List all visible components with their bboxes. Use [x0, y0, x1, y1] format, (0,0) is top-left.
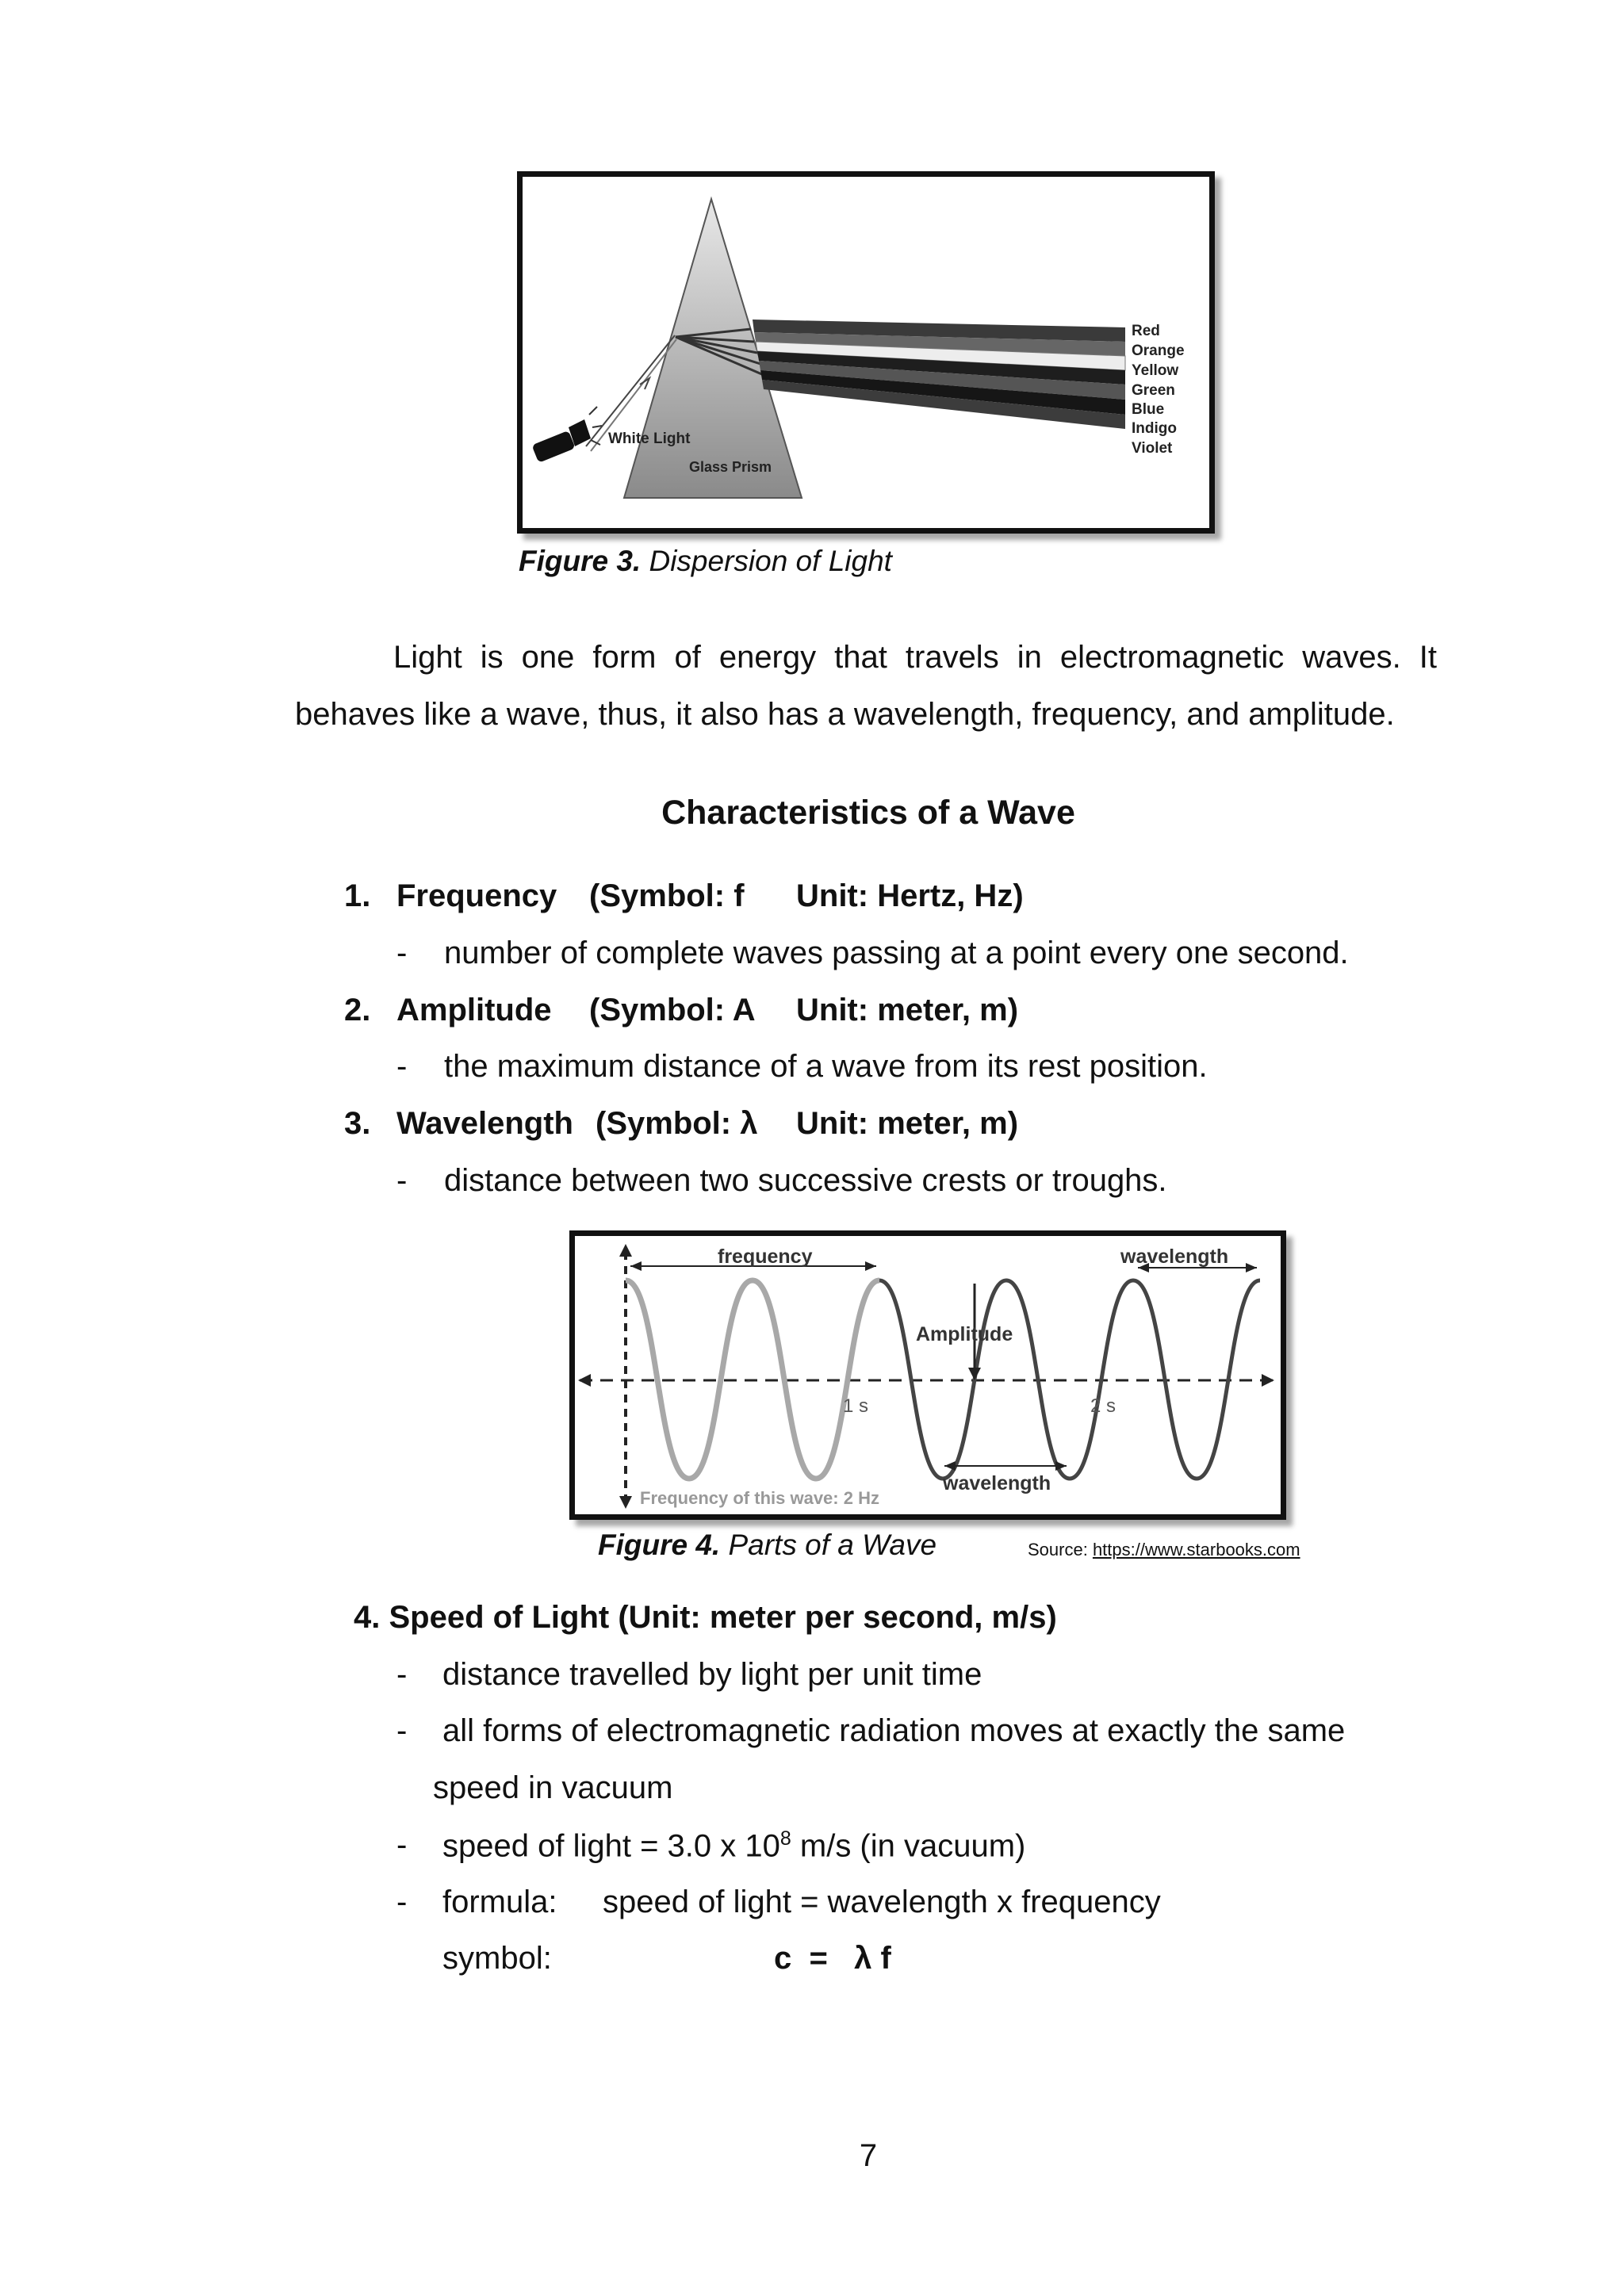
symbol-formula: c = λ f — [774, 1941, 891, 1976]
color-label-blue: Blue — [1132, 401, 1165, 418]
amplitude-label: Amplitude — [916, 1323, 1013, 1345]
formula-text: speed of light = wavelength x frequency — [603, 1885, 1161, 1919]
figure-3-caption — [519, 545, 892, 578]
one-second-label: 1 s — [843, 1395, 869, 1417]
figure-4-caption — [598, 1529, 936, 1562]
section-heading: Characteristics of a Wave — [661, 794, 1075, 832]
item-frequency-desc: number of complete waves passing at a point every one second. — [444, 936, 1349, 970]
wavelength-bottom-label: wavelength — [943, 1472, 1051, 1494]
intro-line-1: Light is one form of energy that travels in electromagnetic waves. It — [393, 640, 1437, 675]
color-label-green: Green — [1132, 382, 1175, 399]
frequency-label: frequency — [718, 1246, 813, 1268]
intro-paragraph — [295, 629, 1437, 743]
figure-3-caption-label: Figure 3. — [519, 545, 642, 577]
formula-label: formula: — [442, 1885, 557, 1919]
figure-4-source: Source: https://www.starbooks.com — [1028, 1540, 1300, 1559]
symbol-label: symbol: — [442, 1941, 552, 1976]
item-amplitude-desc: the maximum distance of a wave from its rest position. — [444, 1049, 1208, 1084]
item-wavelength: 3. Wavelength (Symbol: λ Unit: meter, m) — [344, 1106, 1019, 1141]
source-link[interactable]: https://www.starbooks.com — [1092, 1540, 1300, 1559]
spectrum-bands — [753, 320, 1125, 429]
color-labels — [1132, 323, 1185, 457]
color-label-indigo: Indigo — [1132, 420, 1177, 437]
speed-bullet-1: distance travelled by light per unit time — [442, 1657, 982, 1692]
item-wavelength-desc: distance between two successive crests or troughs. — [444, 1163, 1167, 1198]
figure-4-caption-text: Parts of a Wave — [728, 1529, 937, 1561]
speed-bullet-2-cont: speed in vacuum — [433, 1770, 673, 1805]
figure-4-caption-label: Figure 4. — [598, 1529, 721, 1561]
flashlight-icon — [531, 407, 602, 463]
wavelength-top-label: wavelength — [1120, 1246, 1229, 1268]
color-label-orange: Orange — [1132, 342, 1185, 359]
white-light-label: White Light — [608, 430, 691, 447]
figure-4-frame — [569, 1230, 1286, 1520]
figure-3-caption-text: Dispersion of Light — [649, 545, 892, 577]
two-second-label: 2 s — [1090, 1395, 1116, 1417]
figure-3-frame — [517, 171, 1215, 534]
item-amplitude: 2. Amplitude (Symbol: A Unit: meter, m) — [344, 993, 1019, 1027]
color-label-red: Red — [1132, 323, 1160, 339]
frequency-note: Frequency of this wave: 2 Hz — [640, 1488, 879, 1508]
color-label-yellow: Yellow — [1132, 362, 1179, 379]
glass-prism-label: Glass Prism — [689, 459, 772, 475]
intro-line-2: behaves like a wave, thus, it also has a wavelength, frequency, and amplitude. — [295, 697, 1395, 732]
wave-parts-diagram — [575, 1236, 1281, 1514]
page-number: 7 — [859, 2138, 878, 2173]
prism-dispersion-diagram — [523, 177, 1209, 528]
speed-bullet-2: all forms of electromagnetic radiation moves at exactly the same — [442, 1713, 1346, 1748]
speed-value: speed of light = 3.0 x $10^8$ m/s (in vacuum) — [442, 1827, 1026, 1864]
item-frequency: 1. Frequency (Symbol: f Unit: Hertz, Hz) — [344, 878, 1024, 913]
speed-heading: 4. Speed of Light (Unit: meter per second, m/s) — [354, 1600, 1057, 1635]
color-label-violet: Violet — [1132, 440, 1173, 457]
